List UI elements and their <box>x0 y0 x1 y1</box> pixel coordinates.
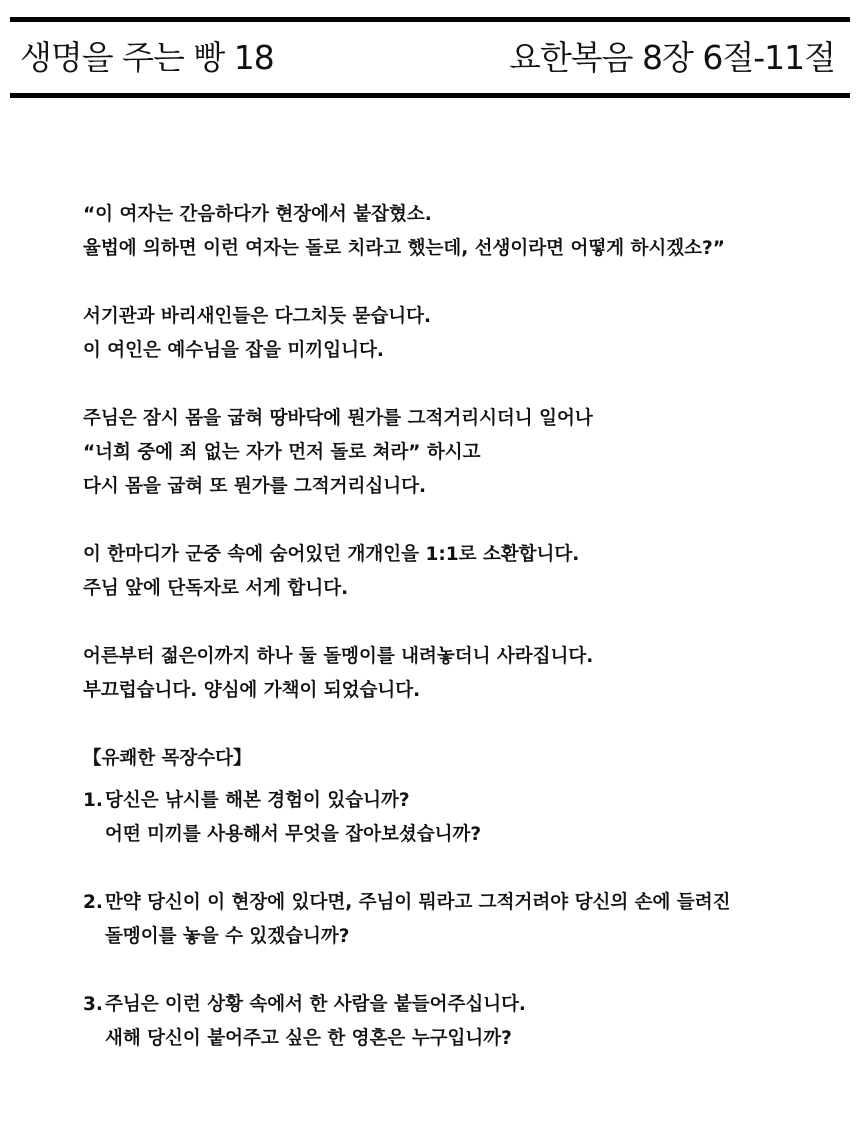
paragraph <box>83 640 823 708</box>
question-text: 주님은 이런 상황 속에서 한 사람을 붙들어주십니다. <box>105 994 526 1015</box>
question-text: 만약 당신이 이 현장에 있다면, 주님이 뭐라고 그적거려야 당신의 손에 들려진 <box>105 892 731 913</box>
question-number: 1. <box>83 790 103 811</box>
question-text: 당신은 낚시를 해본 경험이 있습니까? <box>105 790 410 811</box>
paragraph-line: 서기관과 바리새인들은 다그치듯 묻습니다. <box>83 306 432 327</box>
paragraph <box>83 300 823 368</box>
paragraph <box>83 198 823 266</box>
paragraph-line: “너희 중에 죄 없는 자가 먼저 돌로 쳐라” 하시고 <box>83 442 481 463</box>
paragraph <box>83 402 823 504</box>
discussion-question <box>83 784 823 852</box>
discussion-question <box>83 886 823 954</box>
devotional-body <box>83 198 823 1090</box>
question-number: 3. <box>83 994 103 1015</box>
paragraph <box>83 538 823 606</box>
paragraph-line: 이 한마디가 군중 속에 숨어있던 개개인을 1:1로 소환합니다. <box>83 544 580 565</box>
paragraph-line: 이 여인은 예수님을 잡을 미끼입니다. <box>83 340 384 361</box>
question-text-continued: 어떤 미끼를 사용해서 무엇을 잡아보셨습니까? <box>105 824 482 845</box>
paragraph-line: 주님 앞에 단독자로 서게 합니다. <box>83 578 349 599</box>
question-number: 2. <box>83 892 103 913</box>
question-text-continued: 새해 당신이 붙어주고 싶은 한 영혼은 누구입니까? <box>105 1028 512 1049</box>
header-bottom-rule <box>10 93 850 98</box>
discussion-heading: 【유쾌한 목장수다】 <box>83 748 252 769</box>
page-title: 생명을 주는 빵 18 <box>20 38 274 77</box>
paragraph-line: 율법에 의하면 이런 여자는 돌로 치라고 했는데, 선생이라면 어떻게 하시겠소?” <box>83 238 725 259</box>
paragraph-line: 다시 몸을 굽혀 또 뭔가를 그적거리십니다. <box>83 476 427 497</box>
discussion-question <box>83 988 823 1056</box>
paragraph-line: 부끄럽습니다. 양심에 가책이 되었습니다. <box>83 680 421 701</box>
paragraph-line: 어른부터 젊은이까지 하나 둘 돌멩이를 내려놓더니 사라집니다. <box>83 646 594 667</box>
paragraph-line: “이 여자는 간음하다가 현장에서 붙잡혔소. <box>83 204 432 225</box>
scripture-reference: 요한복음 8장 6절-11절 <box>508 38 835 77</box>
question-text-continued: 돌멩이를 놓을 수 있겠습니까? <box>105 926 350 947</box>
header-top-rule <box>10 17 850 22</box>
paragraph-line: 주님은 잠시 몸을 굽혀 땅바닥에 뭔가를 그적거리시더니 일어나 <box>83 408 593 429</box>
